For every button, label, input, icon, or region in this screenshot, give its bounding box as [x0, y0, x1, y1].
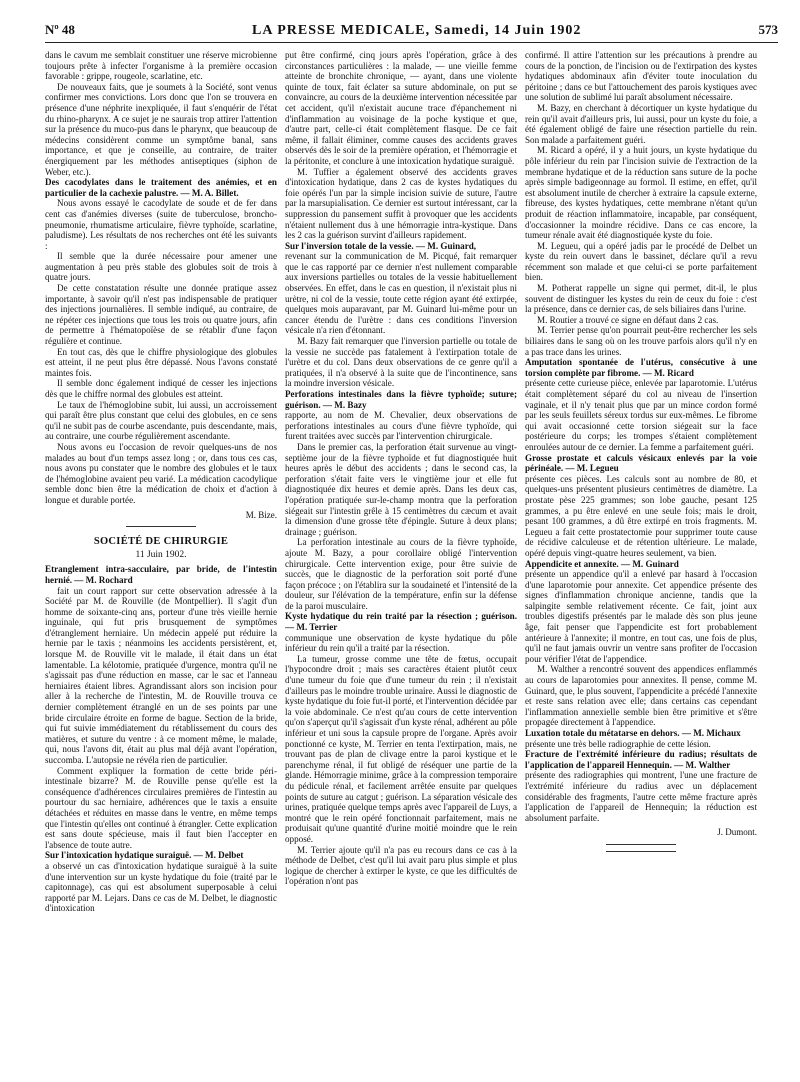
- column-1: [45, 50, 277, 1070]
- paragraph: M. Bazy fait remarquer que l'inversion partielle ou totale de la vessie ne succède pas fatalement à l'extirpation totale de l'urètre et du col. Dans deux observations de ce genre qu'il a pratiquées, il n'a observé à la suite que de l'incontinence, sans la moindre inversion vésicale.: [285, 336, 517, 389]
- page-header: [45, 22, 778, 44]
- article-heading: Kyste hydatique du rein traité par la résection ; guérison. — M. Terrier: [285, 611, 517, 633]
- page-number: 573: [758, 22, 778, 37]
- paragraph: En tout cas, dès que le chiffre physiologique des globules est atteint, il ne peut plus être dépassé. Nous l'avons constaté maintes fois.: [45, 346, 277, 378]
- article-heading: Fracture de l'extrémité inférieure du radius; résultats de l'application de l'appareil Hennequin. — M. Walther: [525, 749, 757, 770]
- article-heading: Sur l'intoxication hydatique suraiguë. — M. Delbet: [45, 850, 244, 861]
- column-2: [285, 50, 517, 1070]
- article-heading: Appendicite et annexite. — M. Guinard: [525, 558, 679, 569]
- paragraph: La perforation intestinale au cours de la fièvre typhoïde, ajoute M. Bazy, a pour corollaire obligé l'intervention chirurgicale. Cette intervention exige, pour être suivie de succès, que le diagnostic de la perforation soit porté d'une façon précoce ; on l'établira sur la soudaineté et l'intensité de la douleur, sur l'élévation de la température, enfin sur la défense de la paroi musculaire.: [285, 537, 517, 611]
- section-title: SOCIÉTÉ DE CHIRURGIE: [93, 536, 229, 548]
- divider: [126, 526, 196, 527]
- paragraph: De nouveaux faits, que je soumets à la Société, sont venus confirmer mes convictions. Lors donc que l'on se trouvera en présence d'une néphrite inexpliquée, il faut s'enquérir de l'état du rhino-pharynx. A ce sujet je ne saurais trop attirer l'attention sur la présence du muco-pus dans le pharynx, que beaucoup de médecins considèrent comme un symptôme banal, sans importance, et que je conseille, au contraire, de traiter énergiquement par les méthodes antiseptiques (siphon de Weber, etc.).: [45, 81, 277, 177]
- column-3: [525, 50, 757, 1070]
- paragraph: M. Bazy, en cherchant à décortiquer un kyste hydatique du rein qu'il avait d'ailleurs pris, lui aussi, pour un kyste du foie, a été également obligé de faire une résection partielle du rein. Son malade a parfaitement guéri.: [525, 102, 757, 145]
- paragraph: La tumeur, grosse comme une tête de fœtus, occupait l'hypocondre droit ; mais ses caractères étaient plutôt ceux d'une tumeur du foie que d'une tumeur du rein ; il n'existait d'ailleurs pas le moindre trouble urinaire. Aussi le diagnostic de kyste hydatique du foie fut-il porté, et l'intervention décidée par la voie abdominale. Ce n'est qu'au cours de cette intervention qu'on s'aperçut qu'il s'agissait d'un kyste rénal, adhérent au pôle inférieur et uni sous la capsule propre de l'organe. Après avoir ponctionné ce kyste, M. Terrier en tenta l'extirpation, mais, ne trouvant pas de plan de clivage entre la paroi kystique et le parenchyme rénal, il fut obligé de réséquer une partie de la glande. Hémorragie minime, grâce à la compression temporaire du pédicule rénal, et facilement arrêtée ensuite par quelques points de suture au catgut ; guérison. La séparation vésicale des urines, pratiquée quelque temps après avec l'appareil de Luys, a montré que le rein opéré fonctionnait parfaitement, mais ne produisait qu'une quantité d'urine moitié moindre que le rein opposé.: [285, 653, 517, 844]
- paragraph: M. Tuffier a également observé des accidents graves d'intoxication hydatique, dans 2 cas de kystes hydatiques du foie opérés l'un par la simple incision suivie de suture, l'autre par la marsupialisation. Ce dernier est surtout intéressant, car la suppression du pansement suffit à provoquer que les accidents n'étaient nullement dus à une hémorragie intra-kystique. Dans les 2 cas la guérison survint d'ailleurs rapidement.: [285, 166, 517, 241]
- paragraph: confirmé. Il attire l'attention sur les précautions à prendre au cours de la ponction, de l'incision ou de l'extirpation des kystes hydatiques abdominaux afin d'éviter toute inoculation du péritoine ; dans ce but l'attouchement des parois kystiques avec une solution de sublimé lui paraît absolument nécessaire.: [525, 50, 757, 103]
- paragraph: Nous avons essayé le cacodylate de soude et de fer dans cent cas d'anémies diverses (suite de tuberculose, broncho-pneumonie, rhumatisme articulaire, fièvre typhoïde, scarlatine, paludisme). Les résultats de nos recherches ont été les suivants :: [45, 198, 277, 251]
- divider: [606, 844, 676, 845]
- paragraph: Il semble que la durée nécessaire pour amener une augmentation à peu près stable des globules soit de trois à quatre jours.: [45, 251, 277, 283]
- paragraph: M. Ricard a opéré, il y a huit jours, un kyste hydatique du pôle inférieur du rein par l'incision suivie de l'extraction de la membrane hydatique et de la réduction sans suture de la poche après simple badigeonnage au formol. Il estime, en effet, qu'il est absolument inutile de chercher à extraire la capsule externe, fibreuse, des kystes hydatiques, cette membrane n'étant qu'un produit de réaction inflammatoire, incapable, par conséquent, d'occasionner la moindre récidive. Dans ce cas encore, la tumeur rénale avait été diagnostiquée kyste du foie.: [525, 145, 757, 241]
- article-heading: Luxation totale du métatarse en dehors. — M. Michaux: [525, 728, 741, 738]
- paragraph: fait un court rapport sur cette observation adressée à la Société par M. de Rouville (de Montpellier). Il s'agit d'un homme de soixante-cinq ans, porteur d'une très vieille hernie inguinale, qui fut pris brusquement de symptômes d'étranglement herniaire. Un médecin appelé put réduire la hernie par le taxis ; néanmoins les accidents persistèrent, et, lorsque M. de Rouville vit le malade, il était dans un état lamentable. La kélotomie, pratiquée d'urgence, montra qu'il ne s'agissait pas d'une réduction en masse, car le sac et l'anneau herniaires étaient libres. Agrandissant alors son incision pour aller à la recherche de l'intestin, M. de Rouville trouva ce dernier complètement étranglé en un de ses points par une bride circulaire étroite en forme de bague. Section de la bride, qui fut suivie immédiatement du rétablissement du cours des matières, et suture du ventre : à ce moment même, le malade, qui, nous l'avons dit, était au plus mal déjà avant l'opération, succomba. L'autopsie ne révéla rien de particulier.: [45, 585, 277, 765]
- paragraph: M. Terrier ajoute qu'il n'a pas eu recours dans ce cas à la méthode de Delbet, c'est qu'il lui avait paru plus simple et plus logique de chercher à extirper le kyste, ce que les difficultés de l'opération n'ont pas: [285, 844, 517, 887]
- paragraph: De cette constatation résulte une donnée pratique assez importante, à savoir qu'il n'est pas indispensable de pratiquer des injections journalières. Il semble indiqué, au contraire, de ne répéter ces injections que tous les trois ou quatre jours, afin de permettre à l'hématopoïèse de se rétablir d'une façon régulière et continue.: [45, 283, 277, 347]
- paragraph: M. Walther a rencontré souvent des appendices enflammés au cours de laparotomies pour annexites. Il pense, comme M. Guinard, que, le plus souvent, l'appendicite a précédé l'annexite et reste sans relation avec elle; dans certains cas cependant l'inflammation annexielle semble bien être primitive et s'être propagée directement à l'appendice.: [525, 664, 757, 728]
- paragraph: présente un appendice qu'il a enlevé par hasard à l'occasion d'une laparotomie pour annexite. Cet appendice présente des signes d'inflammation chronique ancienne, tandis que la salpingite semble relativement récente. Ce fait, joint aux troubles digestifs présentés par le malade dès son plus jeune âge, fait penser que l'appendicite est fort probablement antérieure à l'annexite; il montre, en tout cas, une fois de plus, qu'il ne faut jamais ouvrir un ventre sans profiter de l'occasion pour vérifier l'état de l'appendice.: [525, 569, 757, 664]
- paragraph: put être confirmé, cinq jours après l'opération, grâce à des circonstances particulières : la malade, — une vieille femme atteinte de bronchite chronique, — ayant, dans une violente quinte de toux, fait éclater sa suture abdominale, on put se convaincre, au cours de la deuxième intervention nécessitée par cet accident, qu'il n'existait aucune trace d'épanchement ni d'inflammation au voisinage de la poche kystique et que, d'autre part, celle-ci était complètement flasque. De ce fait même, il fallait éliminer, comme causes des accidents graves observés dès le soir de la première opération, et l'hémorragie et la péritonite, et conclure à une intoxication hydatique suraiguë.: [285, 50, 517, 166]
- paragraph: présente une très belle radiographie de cette lésion.: [525, 738, 711, 749]
- paragraph: Dans le premier cas, la perforation était survenue au vingt-septième jour de la fièvre typhoïde et fut diagnostiquée huit heures après le début des accidents ; dans le second cas, la perforation s'était faite vers le vingtième jour et elle fut diagnostiquée dix heures et demie après. Dans les deux cas, l'opération pratiquée sur-le-champ montra que la perforation siégeait sur l'intestin grêle à 15 centimètres du cæcum et avait la dimension d'une grosse tête d'épingle. Suture à deux plans; drainage ; guérison.: [285, 441, 517, 537]
- paragraph: dans le cavum me semblait constituer une réserve microbienne toujours prête à infecter l'organisme à la première occasion favorable : grippe, rougeole, scarlatine, etc.: [45, 50, 277, 82]
- paragraph: communique une observation de kyste hydatique du pôle inférieur du rein qu'il a traité par la résection.: [285, 632, 517, 654]
- article-heading: Sur l'inversion totale de la vessie. — M. Guinard,: [285, 240, 477, 251]
- paragraph: revenant sur la communication de M. Picqué, fait remarquer que le cas rapporté par ce dernier n'est nullement comparable aux inversions partielles ou totales de la vessie habituellement observées. En effet, dans le cas en question, il n'existait plus ni urètre, ni col de la vessie, toute cette région ayant été extirpée, quelques mois auparavant, par M. Guinard lui-même pour un cancer étendu de l'urètre : dans ces conditions l'inversion vésicale n'a rien d'étonnant.: [285, 251, 517, 336]
- paragraph: Comment expliquer la formation de cette bride péri-intestinale bizarre? M. de Rouville pense qu'elle est la conséquence d'adhérences circulaires premières de l'intestin au pourtour du sac herniaire, adhérences que le taxis a ensuite détachées et réduites en masse dans le ventre, en même temps que l'intestin qu'elles ont continué à étrangler. Cette explication est sans doute spécieuse, mais il faut bien l'accepter en l'absence de toute autre.: [45, 765, 277, 850]
- paragraph: Nous avons eu l'occasion de revoir quelques-uns de nos malades au bout d'un temps assez long ; or, dans tous ces cas, nous avons pu constater que le nombre des globules et le taux de l'hémoglobine avaient peu varié. La médication cacodylique semble donc bien être la médication de choix et d'action à longue et durable portée.: [45, 441, 277, 505]
- paragraph: présente cette curieuse pièce, enlevée par laparotomie. L'utérus était complètement séparé du col au niveau de l'insertion vaginale, et il n'y tenait plus que par un mince cordon formé par les seuls feuillets séreux tordus sur eux-mêmes. Le fibrome qui avait occasionné cette torsion siégeait sur la face postérieure du corps; les trompes s'étaient complètement enroulées autour de ce dernier. La femme a parfaitement guéri.: [525, 378, 757, 452]
- paragraph: M. Terrier pense qu'on pourrait peut-être rechercher les sels biliaires dans le sang où on les trouve parfois alors qu'il n'y en a pas trace dans les urines.: [525, 325, 757, 357]
- paragraph: présente ces pièces. Les calculs sont au nombre de 80, et quelques-uns présentent plusieurs centimètres de diamètre. La prostate pèse 225 grammes; son lobe gauche, pesant 125 grammes, a pu être enlevé en une seule fois; mais le droit, pesant 100 grammes, a dû être extirpé en trois fragments. M. Legueu a fait cette prostatectomie pour supprimer toute cause de récidive calculeuse et de rétention ultérieure. Le malade, opéré depuis vingt-quatre heures seulement, va bien.: [525, 473, 757, 558]
- header-rule: [45, 42, 778, 43]
- article-heading: Etranglement intra-sacculaire, par bride, de l'intestin hernié. — M. Rochard: [45, 564, 277, 585]
- divider: [606, 851, 676, 852]
- paragraph: Le taux de l'hémoglobine subit, lui aussi, un accroissement qui paraît être plus constant que celui des globules, en ce sens qu'il ne subit pas de courbe ascendante, puis descendante, mais, au contraire, une courbe régulièrement ascendante.: [45, 399, 277, 442]
- paragraph: M. Routier a trouvé ce signe en défaut dans 2 cas.: [537, 314, 719, 325]
- article-heading: Amputation spontanée de l'utérus, consécutive à une torsion complète par fibrome. — M. Ricard: [525, 357, 757, 378]
- article-heading: Des cacodylates dans le traitement des anémies, et en particulier de la cachexie palustre. — M. A. Billet.: [45, 177, 277, 198]
- paragraph: Il semble donc également indiqué de cesser les injections dès que le chiffre normal des globules est atteint.: [45, 378, 277, 399]
- paragraph: rapporte, au nom de M. Chevalier, deux observations de perforations intestinales au cours d'une fièvre typhoïde, qui furent traitées avec succès par l'intervention chirurgicale.: [285, 410, 517, 442]
- issue-number: Nº 48: [45, 22, 75, 37]
- paragraph: M. Legueu, qui a opéré jadis par le procédé de Delbet un kyste du rein ouvert dans le bassinet, déclare qu'il a revu récemment son malade et que celui-ci se porte parfaitement bien.: [525, 240, 757, 283]
- article-heading: Perforations intestinales dans la fièvre typhoïde; suture; guérison. — M. Bazy: [285, 389, 517, 410]
- signature: M. Bize.: [245, 509, 277, 520]
- paragraph: M. Potherat rappelle un signe qui permet, dit-il, le plus souvent de distinguer les kystes du rein de ceux du foie : c'est la présence, dans ce dernier cas, de sels biliaires dans l'urine.: [525, 283, 757, 315]
- article-heading: Grosse prostate et calculs vésicaux enlevés par la voie périnéale. — M. Legueu: [525, 452, 757, 474]
- section-date: 11 Juin 1902.: [135, 549, 187, 560]
- journal-title: LA PRESSE MEDICALE, Samedi, 14 Juin 1902: [252, 23, 582, 38]
- paragraph: présente des radiographies qui montrent, l'une une fracture de l'extrémité inférieure du radius avec un déplacement considérable des fragments, l'autre cette même fracture après l'application de l'appareil de Hennequin; la réduction est absolument parfaite.: [525, 770, 757, 823]
- signature: J. Dumont.: [717, 827, 757, 838]
- paragraph: a observé un cas d'intoxication hydatique suraiguë à la suite d'une intervention sur un kyste hydatique du foie (traité par le capitonnage), cas qui est absolument superposable à celui rapporté par M. Lejars. Dans ce cas de M. Delbet, le diagnostic d'intoxication: [45, 860, 277, 914]
